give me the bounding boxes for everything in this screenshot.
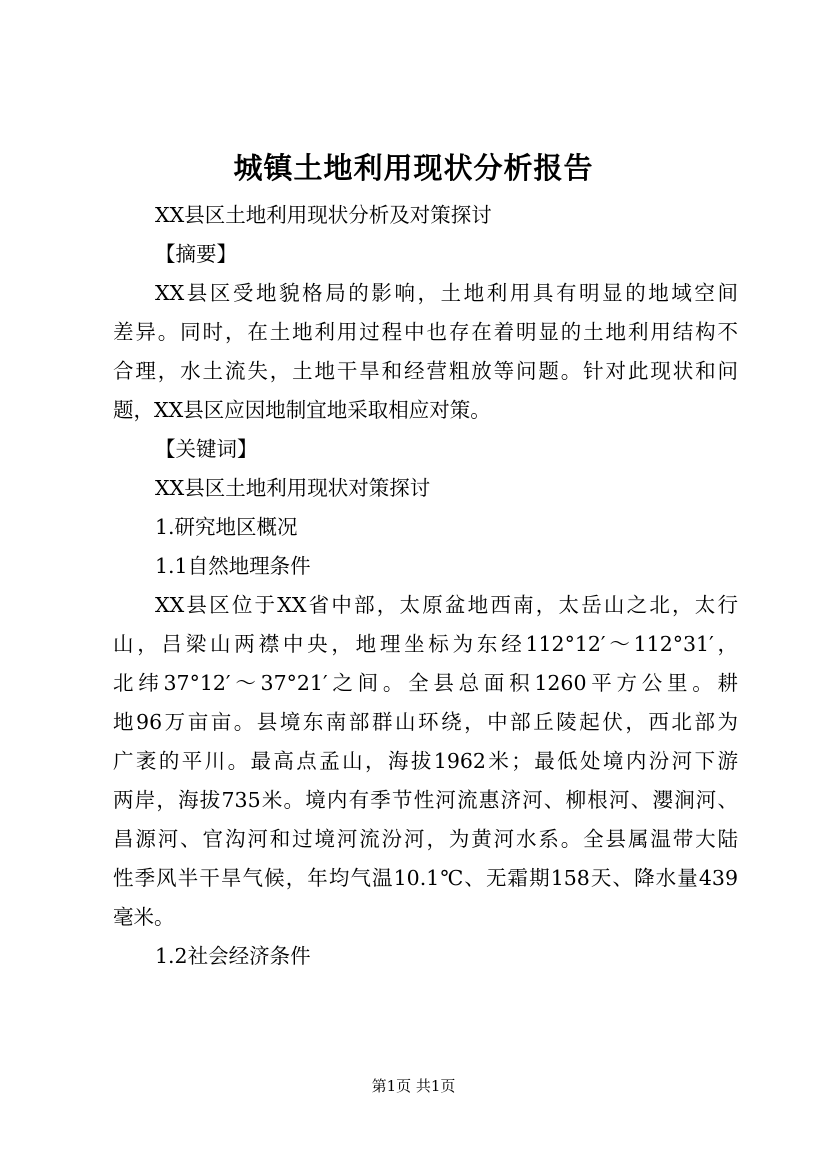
abstract-heading: 【摘要】 [155,242,237,266]
subsection-heading: 1.2社会经济条件 [155,944,311,968]
paragraph-line: 两岸，海拔735米。境内有季节性河流惠济河、柳根河、瀴涧河、 [113,788,738,812]
subsection-heading: 1.1自然地理条件 [155,554,311,578]
paragraph-line: 昌源河、官沟河和过境河流汾河，为黄河水系。全县属温带大陆 [113,827,738,851]
abstract-line: 差异。同时，在土地利用过程中也存在着明显的土地利用结构不 [113,320,738,344]
abstract-line: XX县区受地貌格局的影响，土地利用具有明显的地域空间 [155,281,738,305]
paragraph-line: 山，吕梁山两襟中央，地理坐标为东经112°12′～112°31′， [113,632,738,656]
keywords-line: XX县区土地利用现状对策探讨 [155,476,431,500]
paragraph-line: 地96万亩亩。县境东南部群山环绕，中部丘陵起伏，西北部为 [113,710,738,734]
subtitle-line: XX县区土地利用现状分析及对策探讨 [155,203,492,227]
document-title: 城镇土地利用现状分析报告 [233,151,594,185]
paragraph-line: 性季风半干旱气候，年均气温10.1℃、无霜期158天、降水量439 [113,866,738,890]
paragraph-line: 广袤的平川。最高点孟山，海拔1962米；最低处境内汾河下游 [113,749,738,773]
abstract-line: 合理，水土流失，土地干旱和经营粗放等问题。针对此现状和问 [113,359,738,383]
section-heading: 1.研究地区概况 [155,515,298,539]
paragraph-line: 毫米。 [113,905,175,929]
document-body [113,196,738,976]
paragraph-line: 北纬37°12′～37°21′之间。全县总面积1260平方公里。耕 [113,671,738,695]
paragraph-line: XX县区位于XX省中部，太原盆地西南，太岳山之北，太行 [155,593,738,617]
page-footer: 第1页 共1页 [371,1077,456,1095]
keywords-heading: 【关键词】 [155,437,258,461]
abstract-line: 题，XX县区应因地制宜地采取相应对策。 [113,398,491,422]
